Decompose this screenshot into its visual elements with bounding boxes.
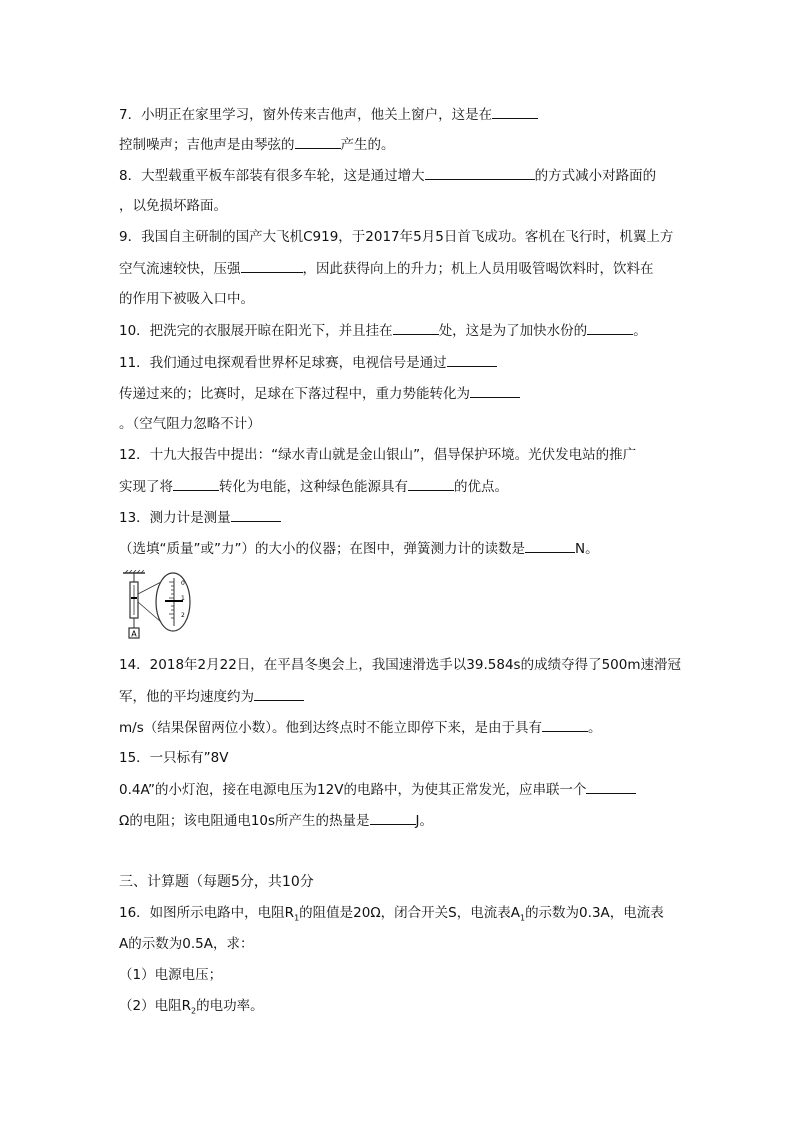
spring-scale-figure	[121, 570, 193, 642]
q14-line-1: 14．2018年2月22日，在平昌冬奥会上，我国速滑选手以39.584s的成绩夺得了500m速滑冠	[119, 657, 681, 673]
answer-blank[interactable]	[492, 104, 538, 119]
section-heading-calculation: 三、计算题（每题5分，共10分	[119, 874, 314, 890]
answer-blank[interactable]	[447, 352, 497, 367]
answer-blank[interactable]	[370, 810, 416, 825]
q13-line-2: （选填“质量”或”力”）的大小的仪器；在图中，弹簧测力计的读数是 N。	[119, 538, 599, 559]
scale-label-0: 0	[181, 580, 185, 587]
q8-line-2: ，以免损坏路面。	[119, 198, 227, 214]
answer-blank[interactable]	[470, 383, 520, 398]
answer-blank[interactable]	[525, 538, 575, 553]
q12-line-1: 12．十九大报告中提出：“绿水青山就是金山银山”，倡导保护环境。光伏发电站的推广	[119, 447, 637, 463]
q16-line-2: A的示数为0.5A，求：	[119, 936, 254, 952]
answer-blank[interactable]	[173, 476, 219, 491]
q13-line-1: 13．测力计是测量	[119, 507, 281, 528]
q15-line-3: Ω的电阻；该电阻通电10s所产生的热量是 J。	[119, 810, 433, 831]
q9-line-1: 9．我国自主研制的国产大飞机C919，于2017年5月5日首飞成功。客机在飞行时，机翼上方	[119, 229, 674, 245]
answer-blank[interactable]	[542, 717, 588, 732]
q12-line-2: 实现了将 转化为电能，这种绿色能源具有 的优点。	[119, 476, 508, 497]
answer-blank[interactable]	[254, 686, 304, 701]
q15-line-2: 0.4A”的小灯泡，接在电源电压为12V的电路中，为使其正常发光，应串联一个	[119, 779, 636, 800]
q7-line-2: 控制噪声；吉他声是由琴弦的 产生的。	[119, 134, 395, 155]
q11-line-2: 传递过来的；比赛时，足球在下落过程中，重力势能转化为	[119, 383, 520, 404]
scale-label-1: 1	[181, 595, 185, 602]
answer-blank[interactable]	[231, 507, 281, 522]
answer-blank[interactable]	[241, 258, 303, 273]
q16-part-1: （1）电源电压；	[119, 967, 223, 983]
q16-part-2: （2）电阻$R_2$的电功率。	[119, 998, 264, 1016]
subscript: 1	[294, 913, 300, 923]
q9-line-3: 的作用下被吸入口中。	[119, 291, 254, 307]
q11-line-1: 11．我们通过电探观看世界杯足球赛，电视信号是通过	[119, 352, 497, 373]
subscript: 2	[190, 1006, 197, 1016]
q10-line-1: 10．把洗完的衣服展开晾在阳光下，并且挂在 处，这是为了加快水份的 。	[119, 320, 647, 341]
subscript: 1	[519, 913, 526, 923]
weight-label: A	[131, 629, 137, 639]
answer-blank[interactable]	[586, 779, 636, 794]
answer-blank[interactable]	[587, 320, 633, 335]
q11-line-3: 。（空气阻力忽略不计）	[119, 416, 261, 432]
answer-blank[interactable]	[393, 320, 439, 335]
answer-blank[interactable]	[408, 476, 454, 491]
q16-line-1: 16．如图所示电路中，电阻$R_1$的阻值是20Ω，闭合开关S，电流表$A_1$的示数为0.3A，电流表	[119, 905, 664, 923]
q9-line-2: 空气流速较快，压强 ，因此获得向上的升力；机上人员用吸管喝饮料时，饮料在	[119, 258, 654, 279]
answer-blank[interactable]	[295, 134, 341, 149]
spring-scale-diagram	[121, 570, 193, 642]
q8-line-1: 8．大型载重平板车部装有很多车轮，这是通过增大 的方式减小对路面的	[119, 165, 656, 186]
q7-line-1: 7．小明正在家里学习，窗外传来吉他声，他关上窗户，这是在	[119, 104, 538, 125]
scale-label-2: 2	[181, 612, 185, 619]
q14-line-3: m/s（结果保留两位小数）。他到达终点时不能立即停下来，是由于具有 。	[119, 717, 601, 738]
answer-blank[interactable]	[425, 165, 535, 180]
q14-line-2: 军，他的平均速度约为	[119, 686, 304, 707]
q15-line-1: 15．一只标有”8V	[119, 750, 229, 766]
